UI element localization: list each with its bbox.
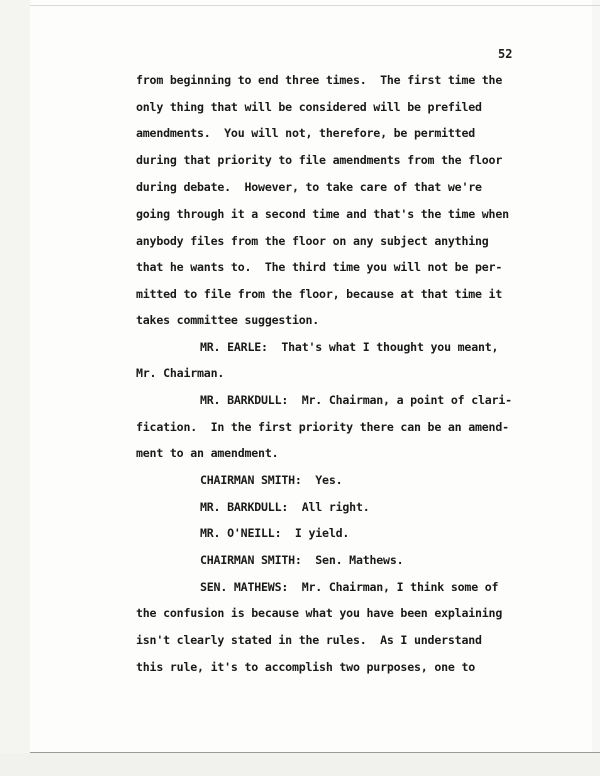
- page-number: 52: [498, 47, 513, 61]
- transcript-line: going through it a second time and that's the time when: [136, 207, 509, 221]
- speaker-line: CHAIRMAN SMITH: Sen. Mathews.: [200, 553, 404, 567]
- transcript-line: fication. In the first priority there can be an amend-: [136, 420, 509, 434]
- transcript-line: this rule, it's to accomplish two purposes, one to: [136, 660, 476, 674]
- scan-right-margin: [592, 0, 600, 776]
- scan-bottom-margin: [0, 753, 600, 776]
- transcript-line: from beginning to end three times. The first time the: [136, 73, 503, 87]
- speaker-line: MR. O'NEILL: I yield.: [200, 526, 350, 540]
- transcript-line: that he wants to. The third time you will not be per-: [136, 260, 503, 274]
- bottom-edge-line: [30, 752, 600, 753]
- transcript-line: mitted to file from the floor, because at that time it: [136, 287, 503, 301]
- speaker-line: MR. BARKDULL: All right.: [200, 500, 370, 514]
- scan-left-margin: [0, 0, 30, 776]
- transcript-line: ment to an amendment.: [136, 446, 279, 460]
- speaker-line: MR. BARKDULL: Mr. Chairman, a point of clari-: [200, 393, 512, 407]
- transcript-line: the confusion is because what you have been explaining: [136, 606, 503, 620]
- transcript-line: only thing that will be considered will be prefiled: [136, 100, 482, 114]
- transcript-line: amendments. You will not, therefore, be permitted: [136, 126, 476, 140]
- transcript-line: takes committee suggestion.: [136, 313, 320, 327]
- transcript-line: during debate. However, to take care of that we're: [136, 180, 482, 194]
- transcript-line: anybody files from the floor on any subject anything: [136, 234, 489, 248]
- top-edge-line: [30, 5, 600, 6]
- speaker-line: MR. EARLE: That's what I thought you meant,: [200, 340, 499, 354]
- transcript-line: Mr. Chairman.: [136, 366, 225, 380]
- transcript-line: isn't clearly stated in the rules. As I understand: [136, 633, 482, 647]
- transcript-line: during that priority to file amendments from the floor: [136, 153, 503, 167]
- speaker-line: CHAIRMAN SMITH: Yes.: [200, 473, 343, 487]
- speaker-line: SEN. MATHEWS: Mr. Chairman, I think some of: [200, 580, 499, 594]
